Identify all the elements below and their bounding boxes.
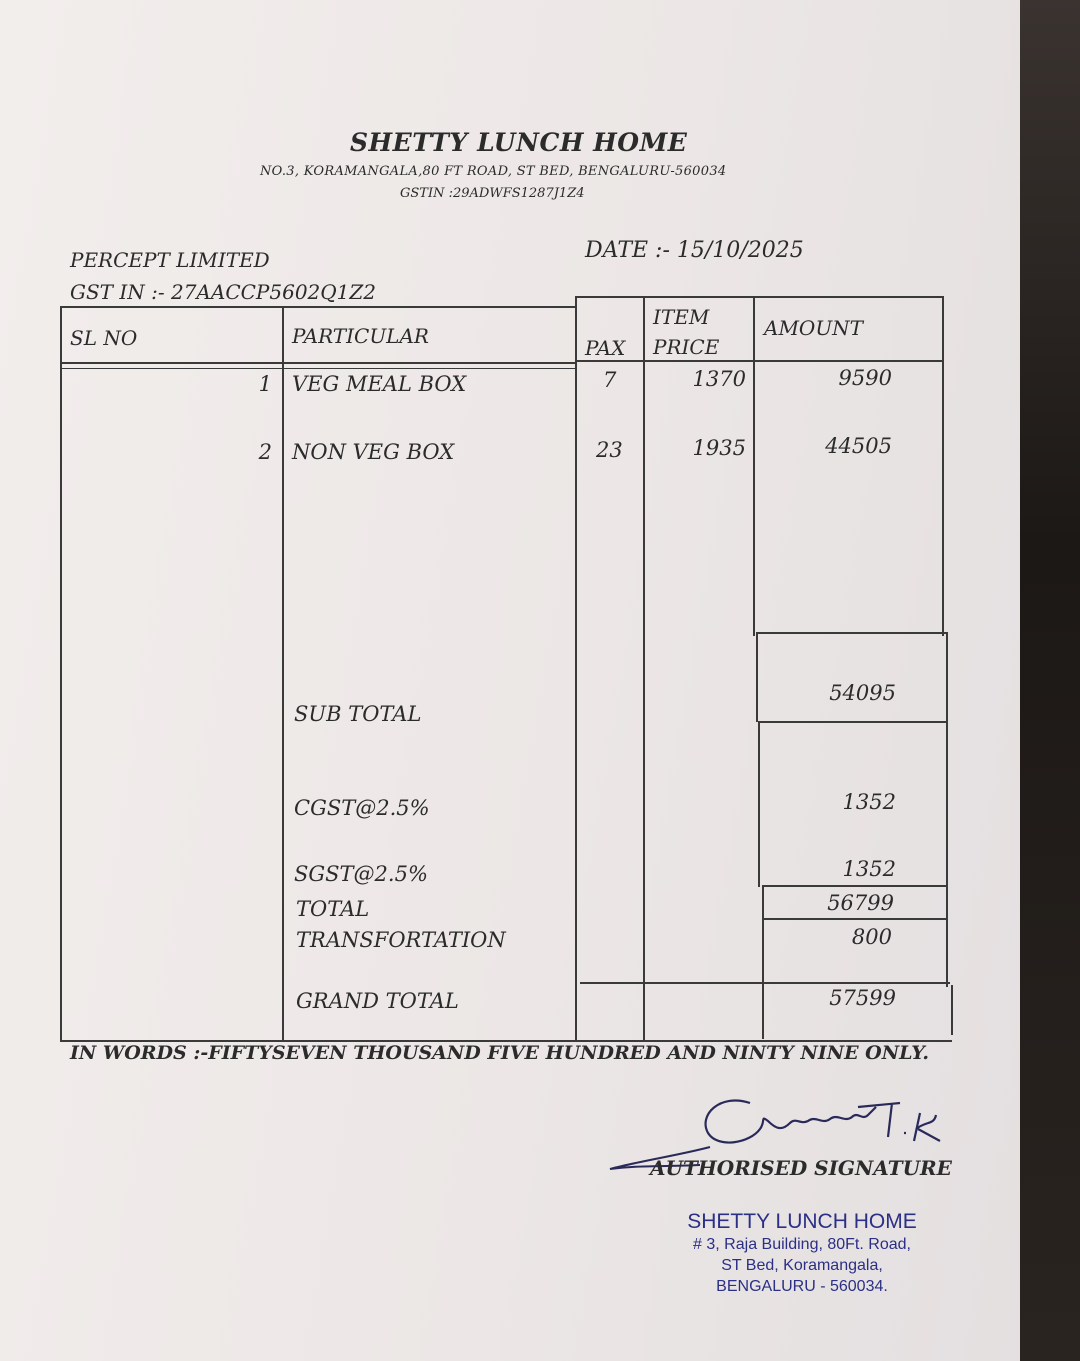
row-2-particular: NON VEG BOX [292,440,455,464]
row-2-sl: 2 [258,440,272,464]
row-1-pax: 7 [603,368,617,392]
customer-name: PERCEPT LIMITED [70,248,270,272]
sgst-label: SGST@2.5% [294,862,428,886]
row-2-amount: 44505 [825,434,892,458]
total-label: TOTAL [296,897,370,921]
sub-total-label: SUB TOTAL [294,702,422,726]
shop-address: NO.3, KORAMANGALA,80 FT ROAD, ST BED, BENGALURU-560034 [260,164,727,179]
shop-gstin: GSTIN :29ADWFS1287J1Z4 [400,186,585,201]
total-value: 56799 [827,891,894,915]
grand-total-value: 57599 [829,986,896,1010]
row-1-sl: 1 [258,372,272,396]
invoice-date: DATE :- 15/10/2025 [585,238,804,263]
row-2-pax: 23 [596,438,623,462]
stamp-name: SHETTY LUNCH HOME [687,1210,917,1233]
shop-name: SHETTY LUNCH HOME [350,128,688,157]
sub-total-value: 54095 [829,681,896,705]
header-price: PRICE [653,335,720,359]
company-stamp [672,1210,932,1297]
stamp-line-3: BENGALURU - 560034. [716,1278,888,1295]
transport-label: TRANSFORTATION [296,928,506,952]
header-sl-no: SL NO [70,326,138,350]
header-pax: PAX [585,336,626,360]
grand-total-label: GRAND TOTAL [296,989,459,1013]
sgst-value: 1352 [842,857,896,881]
stamp-line-2: ST Bed, Koramangala, [721,1257,883,1274]
row-1-amount: 9590 [838,366,892,390]
row-2-price: 1935 [692,436,746,460]
amount-in-words: IN WORDS :-FIFTYSEVEN THOUSAND FIVE HUNDRED AND NINTY NINE ONLY. [70,1042,929,1064]
header-amount: AMOUNT [764,316,864,340]
transport-value: 800 [851,925,892,949]
row-1-particular: VEG MEAL BOX [292,372,467,396]
header-particular: PARTICULAR [292,324,429,348]
header-item: ITEM [653,305,710,329]
customer-gst: GST IN :- 27AACCP5602Q1Z2 [70,280,377,304]
row-1-price: 1370 [692,367,746,391]
cgst-value: 1352 [842,790,896,814]
stamp-line-1: # 3, Raja Building, 80Ft. Road, [693,1236,911,1253]
background-surface [1020,0,1080,1361]
cgst-label: CGST@2.5% [294,796,430,820]
authorised-signature-label: AUTHORISED SIGNATURE [650,1156,952,1180]
